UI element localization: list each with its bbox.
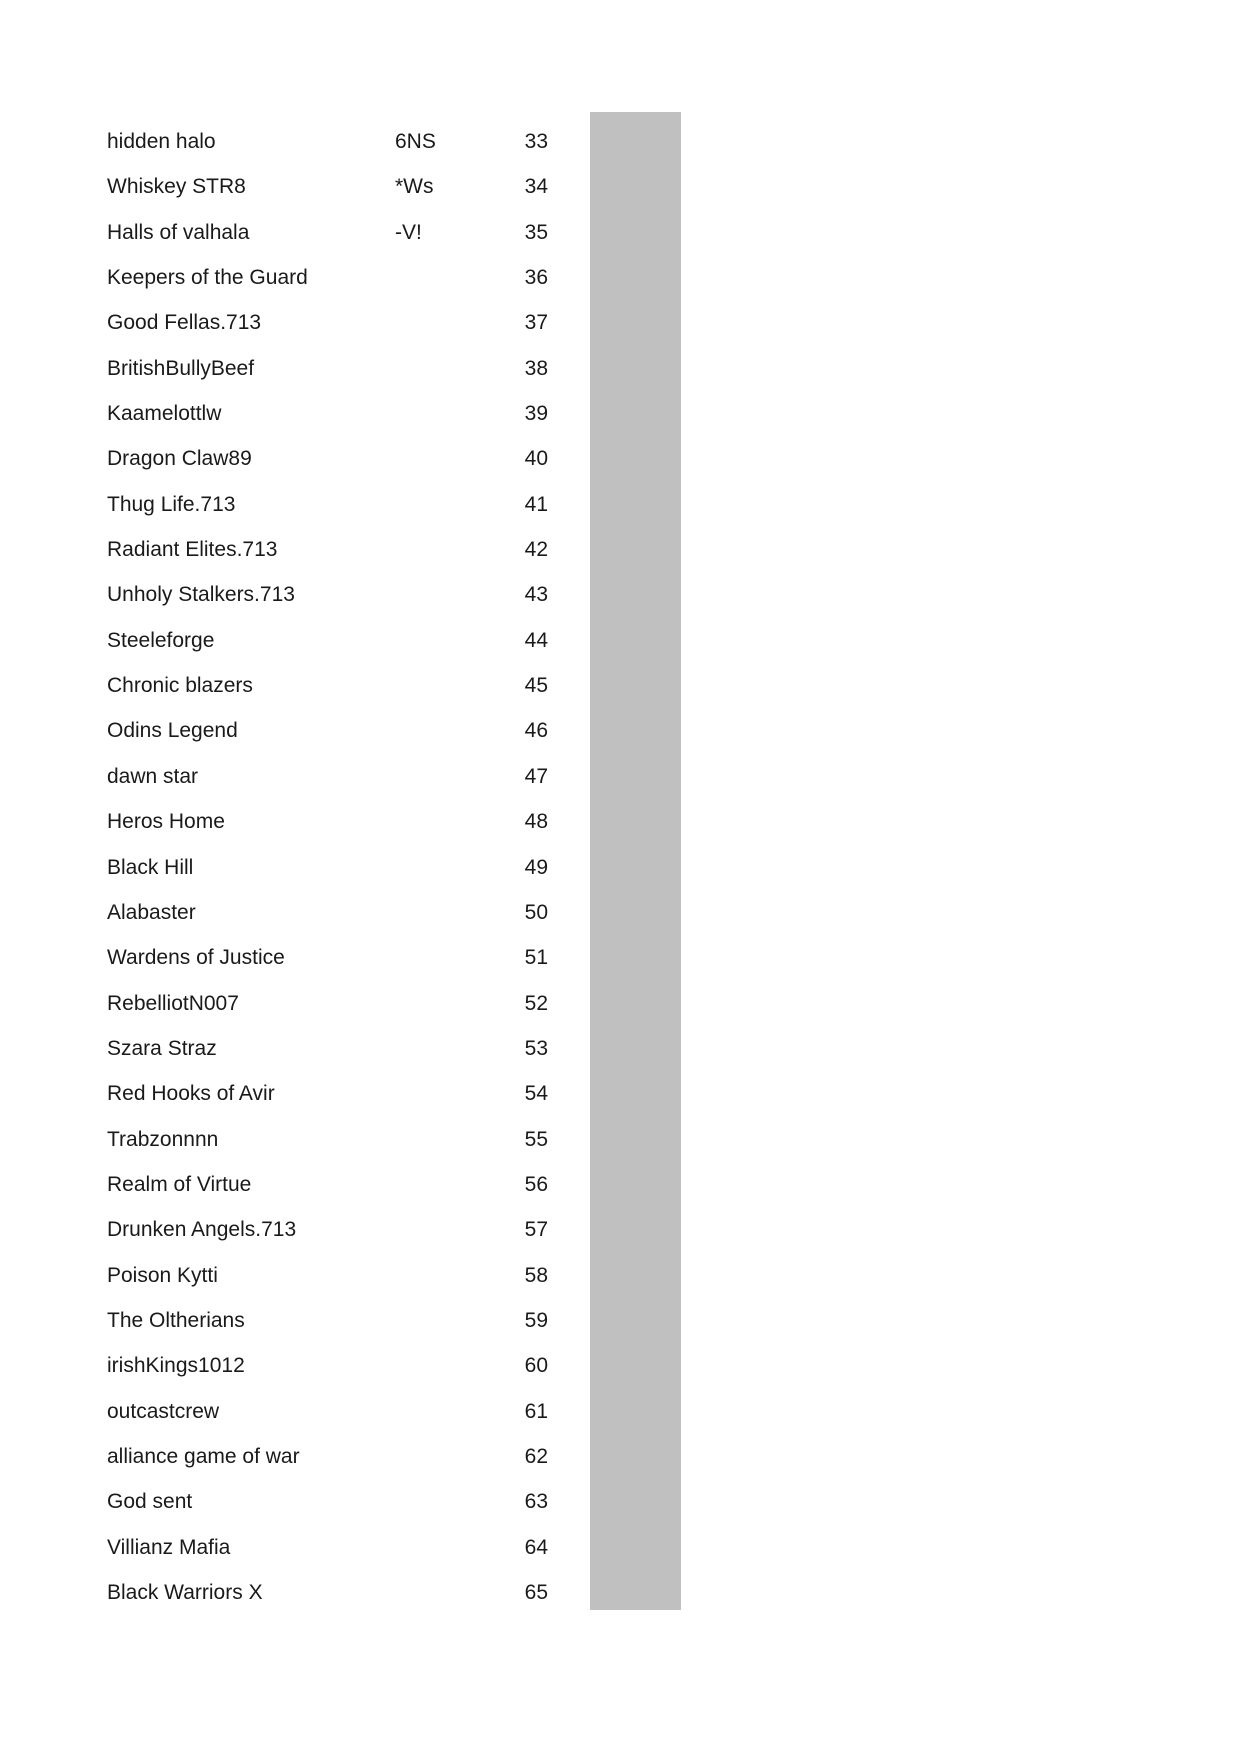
table-row [0,755,600,800]
table-row [0,1571,600,1616]
alliance-name: Thug Life.713 [107,492,236,516]
alliance-name: Odins Legend [107,719,238,743]
table-row [0,165,600,210]
rank-number: 62 [524,1444,548,1468]
table-row [0,483,600,528]
alliance-name: The Oltherians [107,1308,245,1332]
alliance-name: Unholy Stalkers.713 [107,583,295,607]
table-row [0,1435,600,1480]
rank-number: 39 [524,402,548,426]
alliance-name: Villianz Mafia [107,1535,231,1559]
alliance-name: Radiant Elites.713 [107,538,278,562]
rank-number: 54 [524,1082,548,1106]
alliance-name: Heros Home [107,810,225,834]
rank-number: 59 [524,1308,548,1332]
rank-number: 50 [524,900,548,924]
table-row [0,1344,600,1389]
alliance-name: Good Fellas.713 [107,311,262,335]
rank-number: 56 [524,1172,548,1196]
rank-number: 64 [524,1535,548,1559]
table-row [0,573,600,618]
alliance-name: outcastcrew [107,1399,220,1423]
rank-number: 53 [524,1036,548,1060]
table-row [0,437,600,482]
table-row [0,211,600,256]
table-row [0,301,600,346]
rank-number: 58 [524,1263,548,1287]
rank-number: 57 [524,1218,548,1242]
alliance-name: Black Warriors X [107,1581,263,1604]
rank-number: 45 [524,674,548,698]
table-row [0,1208,600,1253]
rank-number: 51 [524,946,548,970]
rank-number: 55 [524,1127,548,1151]
alliance-name: Halls of valhala [107,220,250,244]
table-row [0,1480,600,1525]
table-row [0,256,600,301]
shaded-column [590,112,681,1610]
table-row [0,800,600,845]
alliance-tag: 6NS [395,130,436,153]
alliance-name: irishKings1012 [107,1354,245,1378]
rank-number: 44 [524,628,548,652]
alliance-name: Poison Kytti [107,1263,218,1287]
alliance-name: Whiskey STR8 [107,175,246,199]
table-row [0,392,600,437]
alliance-name: God sent [107,1490,193,1514]
rank-number: 34 [524,175,548,199]
alliance-name: Realm of Virtue [107,1172,252,1196]
table-row [0,1118,600,1163]
rank-number: 36 [524,266,548,290]
alliance-name: Wardens of Justice [107,946,285,970]
alliance-tag: -V! [395,220,422,244]
table-row [0,891,600,936]
rank-number: 43 [524,583,548,607]
rank-number: 63 [524,1490,548,1514]
alliance-name: dawn star [107,764,199,788]
table-row [0,120,600,165]
alliance-name: Alabaster [107,900,196,924]
alliance-name: Drunken Angels.713 [107,1218,297,1242]
alliance-name: Dragon Claw89 [107,447,252,471]
rank-number: 41 [524,492,548,516]
alliance-name: alliance game of war [107,1444,300,1468]
alliance-name: Trabzonnnn [107,1127,219,1151]
table-row [0,936,600,981]
table-row [0,1027,600,1072]
rank-number: 47 [524,764,548,788]
rank-number: 61 [524,1399,548,1423]
rank-number: 40 [524,447,548,471]
table-row [0,1254,600,1299]
table-row [0,982,600,1027]
rank-number: 49 [524,855,548,879]
alliance-name: Kaamelottlw [107,402,222,426]
rank-number: 52 [524,991,548,1015]
rank-number: 33 [524,130,548,153]
table-row [0,347,600,392]
table-row [0,664,600,709]
table-row [0,709,600,754]
alliance-tag: *Ws [395,175,434,199]
rank-number: 35 [524,220,548,244]
rank-number: 38 [524,356,548,380]
rank-number: 60 [524,1354,548,1378]
table-row [0,1072,600,1117]
table-row [0,528,600,573]
rank-number: 65 [524,1581,548,1604]
alliance-name: hidden halo [107,130,216,153]
alliance-name: Keepers of the Guard [107,266,308,290]
alliance-name: BritishBullyBeef [107,356,255,380]
alliance-name: Steeleforge [107,628,215,652]
alliance-name: RebelliotN007 [107,991,239,1015]
table-row [0,619,600,664]
alliance-name: Szara Straz [107,1036,217,1060]
alliance-list [0,120,600,1616]
rank-number: 46 [524,719,548,743]
alliance-name: Black Hill [107,855,194,879]
table-row [0,846,600,891]
rank-number: 42 [524,538,548,562]
table-row [0,1163,600,1208]
table-row [0,1299,600,1344]
rank-number: 48 [524,810,548,834]
alliance-name: Chronic blazers [107,674,253,698]
rank-number: 37 [524,311,548,335]
table-row [0,1390,600,1435]
table-row [0,1526,600,1571]
alliance-name: Red Hooks of Avir [107,1082,275,1106]
